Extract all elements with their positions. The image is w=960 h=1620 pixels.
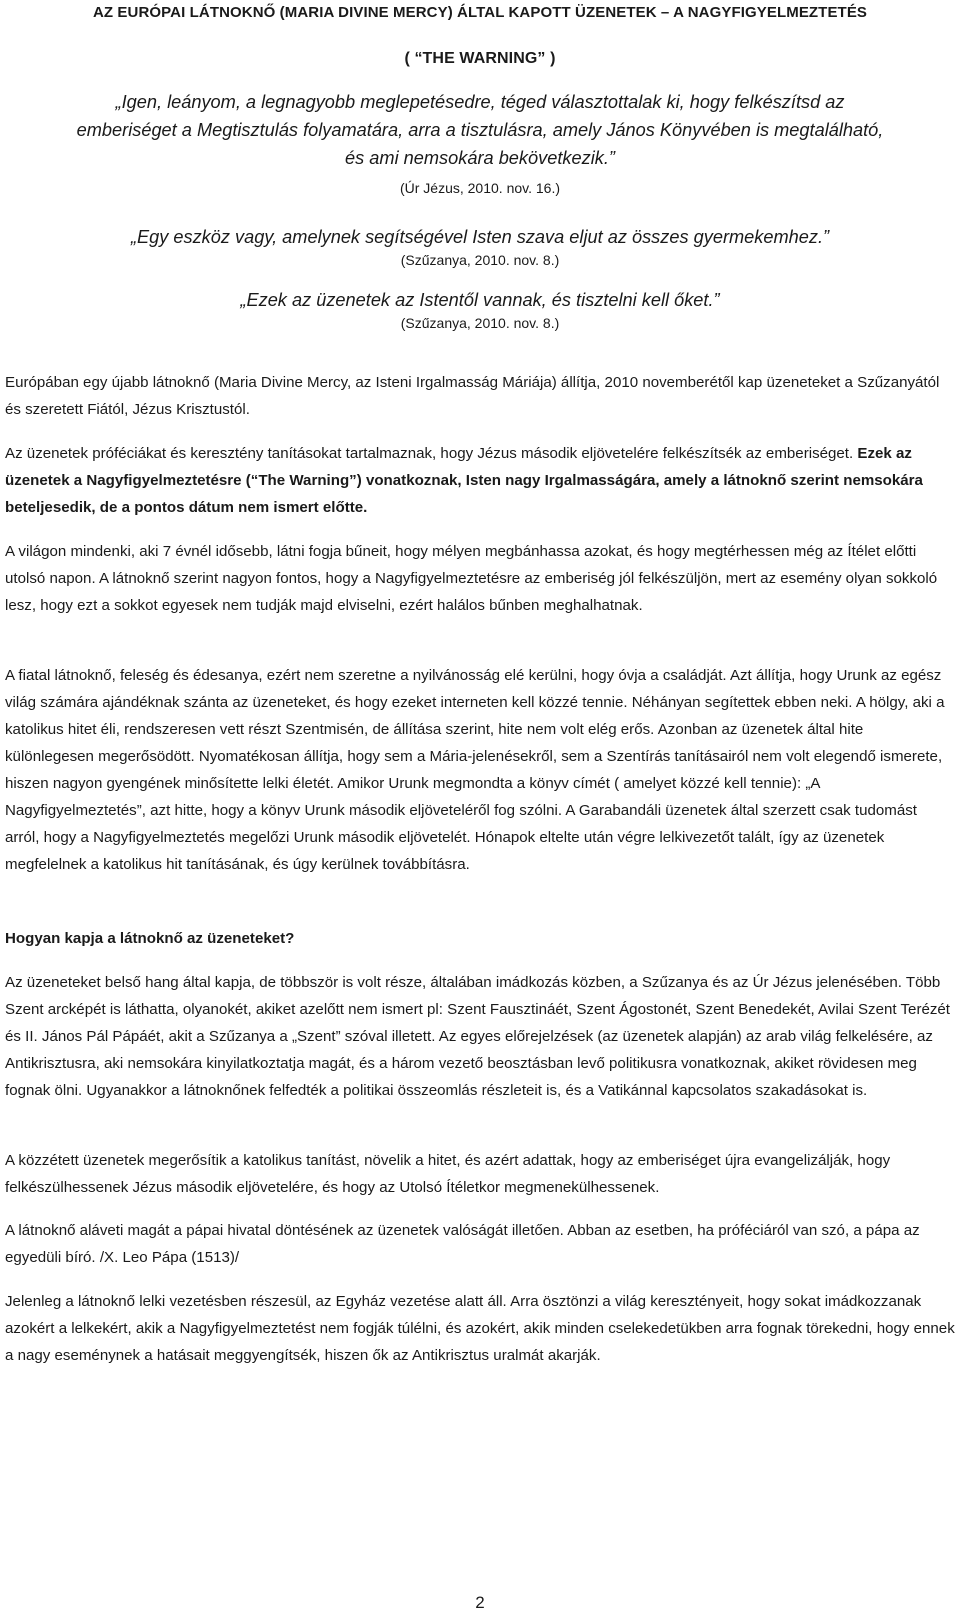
quote-1 bbox=[0, 88, 960, 172]
quote-1-reference: (Úr Jézus, 2010. nov. 16.) bbox=[399, 180, 561, 196]
quote-line: és ami nemsokára bekövetkezik.” bbox=[345, 148, 615, 168]
section-heading: Hogyan kapja a látnoknő az üzeneteket? bbox=[5, 930, 295, 947]
quote-2-reference: (Szűzanya, 2010. nov. 8.) bbox=[400, 252, 560, 268]
paragraph-content bbox=[5, 440, 955, 521]
quote-line: emberiséget a Megtisztulás folyamatára, arra a tisztulásra, amely János Könyvében is megtalálható, bbox=[76, 120, 884, 140]
paragraph-pope: A látnoknő aláveti magát a pápai hivatal döntésének az üzenetek valóságát illetően. Abban az esetben, ha próféciáról van szó, a pápa az egyedüli bíró. /X. Leo Pápa (1513)/ bbox=[5, 1222, 920, 1266]
quote-line: „Egy eszköz vagy, amelynek segítségével Isten szava eljut az összes gyermekemhez.” bbox=[130, 227, 830, 247]
paragraph-purpose: A közzétett üzenetek megerősítik a katolikus tanítást, növelik a hitet, és azért adattak, hogy az emberiséget újra evangelizálják, hogy felkészülhessenek Jézus második eljövetelére, és hogy az Utolsó Ítéletkor megmenekülhessenek. bbox=[5, 1152, 891, 1196]
paragraph-bold-text: Ezek az üzenetek a Nagyfigyelmeztetésre (“The Warning”) vonatkoznak, Isten nagy Irgalmasságára, amely a látnoknő szerint nemsokára beteljesedik, de a pontos dátum nem ismert előtte. bbox=[5, 445, 923, 516]
paragraph-warning: A világon mindenki, aki 7 évnél idősebb, látni fogja bűneit, hogy mélyen megbánhassa azokat, és hogy megtérhessen még az Ítélet előtti utolsó napon. A látnoknő szerint nagyon fontos, hogy a Nagyfigyelmeztetésre az emberiség jól felkészüljön, mert az esemény olyan sokkoló lesz, hogy ezt a sokkot egyesek nem tudják majd elviselni, ezért halálos bűnben meghalhatnak. bbox=[5, 543, 938, 614]
quote-line: „Ezek az üzenetek az Istentől vannak, és tisztelni kell őket.” bbox=[240, 290, 720, 310]
quote-2 bbox=[0, 223, 960, 251]
page-number: 2 bbox=[475, 1593, 485, 1612]
paragraph-how: Az üzeneteket belső hang által kapja, de többször is volt része, általában imádkozás közben, a Szűzanya és az Úr Jézus jelenésében. Több Szent arcképét is láthatta, olyanokét, akiket azelőtt nem ismert pl: Szent Fausztináét, Szent Ágostonét, Szent Benedekét, Avilai Szent Terézét és II. János Pál Pápáét, akit a Szűzanya a „Szent” szóval illetett. Az egyes előrejelzések (az üzenetek alapján) az arab világ felkelésére, az Antikrisztusra, aki nemsokára kinyilatkoztatja magát, és a három vezető beosztásban levő politikusra vonatkoznak, akiket rövidesen meg fognak ölni. Ugyanakkor a látnoknőnek felfedték a politikai összeomlás részleteit is, és a Vatikánnal kapcsolatos szakadásokat is. bbox=[5, 974, 951, 1099]
document-title: AZ EURÓPAI LÁTNOKNŐ (MARIA DIVINE MERCY) ÁLTAL KAPOTT ÜZENETEK – A NAGYFIGYELMEZTETÉS bbox=[92, 4, 868, 21]
document-subtitle: ( “THE WARNING” ) bbox=[404, 50, 556, 67]
paragraph-text: Az üzenetek próféciákat és keresztény tanításokat tartalmaznak, hogy Jézus második eljövetelére felkészítsék az emberiséget. bbox=[5, 445, 858, 462]
paragraph-intro: Európában egy újabb látnoknő (Maria Divine Mercy, az Isteni Irgalmasság Máriája) állítja, 2010 novemberétől kap üzeneteket a Szűzanyától és szeretett Fiától, Jézus Krisztustól. bbox=[5, 374, 940, 418]
paragraph-guidance: Jelenleg a látnoknő lelki vezetésben részesül, az Egyház vezetése alatt áll. Arra ösztönzi a világ keresztényeit, hogy sokat imádkozzanak azokért a lelkekért, akik a Nagyfigyelmeztetést nem fogják túlélni, és azokért, akik minden cselekedetükben arra fognak törekedni, hogy ennek a nagy eseménynek a hatásait meggyengítsék, hiszen ők az Antikrisztus uralmát akarják. bbox=[5, 1293, 955, 1364]
quote-3-reference: (Szűzanya, 2010. nov. 8.) bbox=[400, 315, 560, 331]
quote-3 bbox=[0, 286, 960, 314]
quote-line: „Igen, leányom, a legnagyobb meglepetésedre, téged választottalak ki, hogy felkészítsd az bbox=[115, 92, 845, 112]
paragraph-seer: A fiatal látnoknő, feleség és édesanya, ezért nem szeretne a nyilvánosság elé kerülni, hogy óvja a családját. Azt állítja, hogy Urunk az egész világ számára ajándéknak szánta az üzeneteket, és hogy ezeket interneten kell közzé tennie. Néhányan segítettek ebben neki. A hölgy, aki a katolikus hitet éli, rendszeresen vett részt Szentmisén, de állítása szerint, hite nem volt elég erős. Azonban az üzenetek által hite különlegesen megerősödött. Nyomatékosan állítja, hogy sem a Mária-jelenésekről, sem a Szentírás tanításairól nem volt elegendő ismerete, hiszen nagyon gyengének minősítette lelki életét. Amikor Urunk megmondta a könyv címét ( amelyet közzé kell tennie): „A Nagyfigyelmeztetés”, azt hitte, hogy a könyv Urunk második eljöveteléről fog szólni. A Garabandáli üzenetek által szerzett csak tudomást arról, hogy a Nagyfigyelmeztetés megelőzi Urunk második eljövetelét. Hónapok eltelte után végre lelkivezetőt talált, így az üzenetek megfelelnek a katolikus hit tanításának, és úgy kerülnek továbbításra. bbox=[5, 667, 945, 873]
